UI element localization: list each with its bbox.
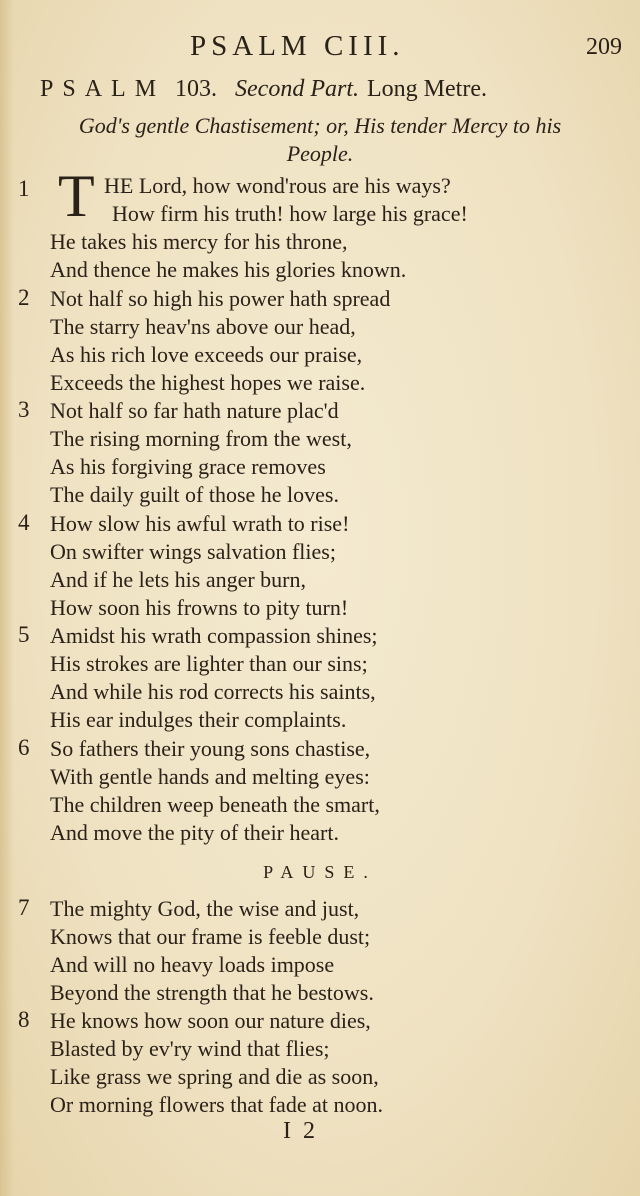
verse-line: And if he lets his anger burn, xyxy=(50,567,306,592)
psalm-label: PSALM xyxy=(40,76,166,102)
page-number: 209 xyxy=(586,34,622,60)
verse-line: As his forgiving grace removes xyxy=(50,454,326,479)
verse-line: How soon his frowns to pity turn! xyxy=(50,595,349,620)
verse-number: 7 xyxy=(18,895,30,920)
subtitle-line: People. xyxy=(286,141,354,166)
psalm-part: Second Part. xyxy=(235,76,360,102)
psalm-metre: Long Metre. xyxy=(367,76,487,102)
verse-number: 3 xyxy=(18,397,30,422)
verse-line: The starry heav'ns above our head, xyxy=(50,314,356,339)
running-title: PSALM CIII. xyxy=(190,30,405,62)
verse-line: And move the pity of their heart. xyxy=(50,820,339,845)
verse-line: HE Lord, how wond'rous are his ways? xyxy=(104,173,451,198)
running-head xyxy=(0,30,640,70)
psalm-subtitle xyxy=(10,112,630,168)
verse-line: And thence he makes his glories known. xyxy=(50,257,407,282)
verse-line: And while his rod corrects his saints, xyxy=(50,679,376,704)
verse-number: 8 xyxy=(18,1007,30,1032)
verse-number: 4 xyxy=(18,510,30,535)
verse-line: And will no heavy loads impose xyxy=(50,952,335,977)
verse-line: He knows how soon our nature dies, xyxy=(50,1008,371,1033)
verse-line: Exceeds the highest hopes we raise. xyxy=(50,370,366,395)
verse-line: Not half so far hath nature plac'd xyxy=(50,398,339,423)
verse-line: Or morning flowers that fade at noon. xyxy=(50,1092,383,1117)
verse-line: Beyond the strength that he bestows. xyxy=(50,980,374,1005)
pause-marker: PAUSE. xyxy=(263,862,377,882)
verse-line: As his rich love exceeds our praise, xyxy=(50,342,363,367)
verse-line: The mighty God, the wise and just, xyxy=(50,896,360,921)
verse-line: How firm his truth! how large his grace! xyxy=(112,201,468,226)
signature-mark: I 2 xyxy=(283,1118,318,1144)
verse-line: His strokes are lighter than our sins; xyxy=(50,651,368,676)
drop-cap: T xyxy=(58,163,95,229)
verse-line: He takes his mercy for his throne, xyxy=(50,229,348,254)
verse-number: 6 xyxy=(18,735,30,760)
page-gutter-shadow xyxy=(0,0,14,1196)
psalm-number: 103. xyxy=(175,76,218,102)
verse-number: 2 xyxy=(18,285,30,310)
verse-line: Not half so high his power hath spread xyxy=(50,286,391,311)
verse-line: With gentle hands and melting eyes: xyxy=(50,764,370,789)
verse-line: Knows that our frame is feeble dust; xyxy=(50,924,371,949)
verse-line: His ear indulges their complaints. xyxy=(50,707,347,732)
verse-line: Blasted by ev'ry wind that flies; xyxy=(50,1036,330,1061)
verse-line: How slow his awful wrath to rise! xyxy=(50,511,350,536)
verse-line: Like grass we spring and die as soon, xyxy=(50,1064,379,1089)
verse-line: The rising morning from the west, xyxy=(50,426,352,451)
verse-number: 1 xyxy=(18,176,30,201)
verse-line: Amidst his wrath compassion shines; xyxy=(50,623,378,648)
psalm-heading xyxy=(40,76,620,103)
subtitle-line: God's gentle Chastisement; or, His tender Mercy to his xyxy=(78,113,562,138)
verse-line: So fathers their young sons chastise, xyxy=(50,736,371,761)
verse-line: On swifter wings salvation flies; xyxy=(50,539,336,564)
verse-number: 5 xyxy=(18,622,30,647)
verse-line: The daily guilt of those he loves. xyxy=(50,482,339,507)
verse-line: The children weep beneath the smart, xyxy=(50,792,380,817)
